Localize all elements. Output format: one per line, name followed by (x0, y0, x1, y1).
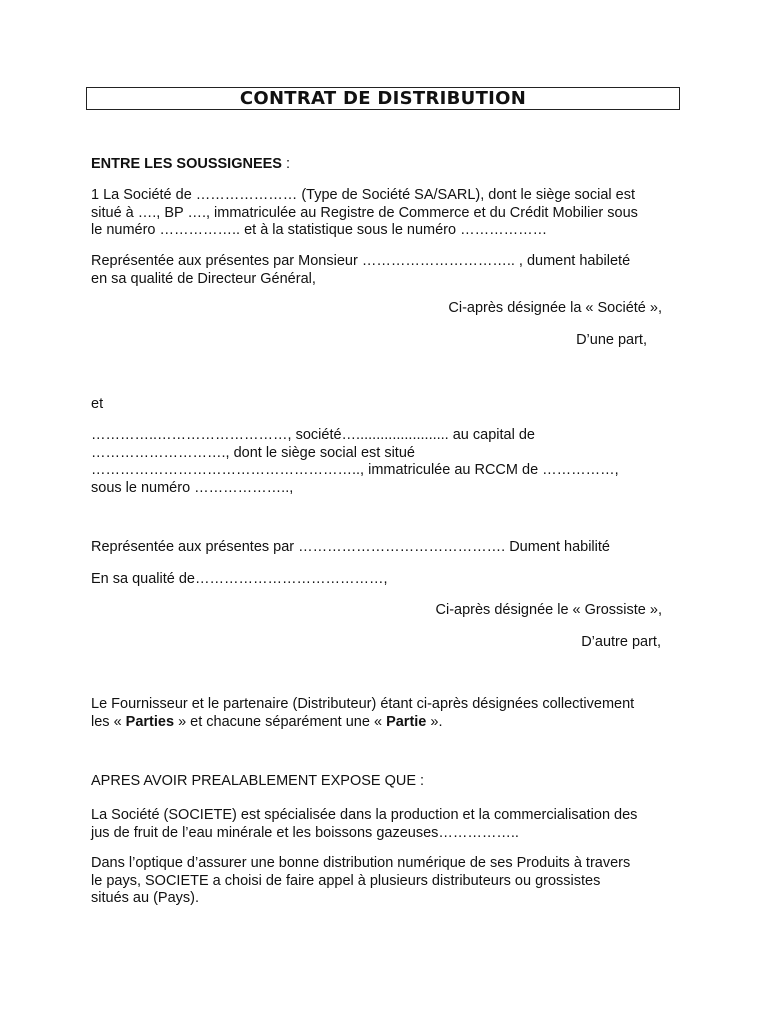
societe-line-1: La Société (SOCIETE) est spécialisée dans la production et la commercialisation des (91, 807, 638, 823)
optique-line-3: situés au (Pays). (91, 890, 199, 906)
party2-line-4: sous le numéro ……………….., (91, 479, 294, 496)
party1-designation: Ci-après désignée la « Société », (448, 300, 662, 316)
et-text: et (91, 396, 104, 412)
collective-line-2 (91, 714, 691, 732)
party1-part: D’une part, (576, 332, 647, 348)
collective-parties-term: Parties (125, 713, 175, 730)
party2-paragraph (91, 427, 691, 497)
collective-line-2-a: les « (91, 713, 126, 730)
collective-line-2-c: » et chacune séparément une « (174, 713, 387, 730)
document-title: CONTRAT DE DISTRIBUTION (86, 87, 680, 110)
party1-line-3: le numéro …………….. et à la statistique sous le numéro ……………… (91, 222, 548, 238)
party1-represented-line-2: en sa qualité de Directeur Général, (91, 270, 316, 287)
optique-paragraph (91, 855, 691, 908)
party1-represented (91, 253, 691, 288)
party2-designation: Ci-après désignée le « Grossiste », (435, 602, 662, 618)
party2-line-2: ………………………., dont le siège social est situé (91, 444, 415, 461)
heading-entre (91, 156, 691, 174)
heading-entre-text: ENTRE LES SOUSSIGNEES (91, 156, 282, 172)
party2-line-1: …………..………………………, société…....................... au capital de (91, 427, 535, 443)
optique-line-2: le pays, SOCIETE a choisi de faire appel à plusieurs distributeurs ou grossistes (91, 872, 601, 889)
collective-partie-term: Partie (386, 713, 427, 730)
party1-line-2: situé à …., BP …., immatriculée au Registre de Commerce et du Crédit Mobilier sous (91, 204, 638, 221)
expose-heading: APRES AVOIR PREALABLEMENT EXPOSE QUE : (91, 773, 425, 789)
party2-quality: En sa qualité de…………………………………, (91, 571, 388, 587)
party1-paragraph (91, 187, 691, 240)
collective-line-2-e: ». (426, 713, 443, 730)
party2-line-3: ……………………………………………….., immatriculée au RCCM de ……………, (91, 462, 619, 478)
optique-line-1: Dans l’optique d’assurer une bonne distribution numérique de ses Produits à travers (91, 855, 631, 871)
collective-paragraph (91, 696, 691, 731)
collective-line-1: Le Fournisseur et le partenaire (Distributeur) étant ci-après désignées collectivement (91, 696, 635, 712)
party1-represented-line-1: Représentée aux présentes par Monsieur ………………………….. , dument habileté (91, 253, 631, 269)
heading-entre-colon: : (281, 156, 291, 172)
party1-line-1: 1 La Société de ………………… (Type de Société SA/SARL), dont le siège social est (91, 187, 636, 203)
party2-represented: Représentée aux présentes par ……………………………………. Dument habilité (91, 539, 610, 555)
societe-line-2: jus de fruit de l’eau minérale et les boissons gazeuses…………….. (91, 824, 519, 841)
societe-paragraph (91, 807, 691, 842)
party2-part: D’autre part, (581, 634, 661, 650)
